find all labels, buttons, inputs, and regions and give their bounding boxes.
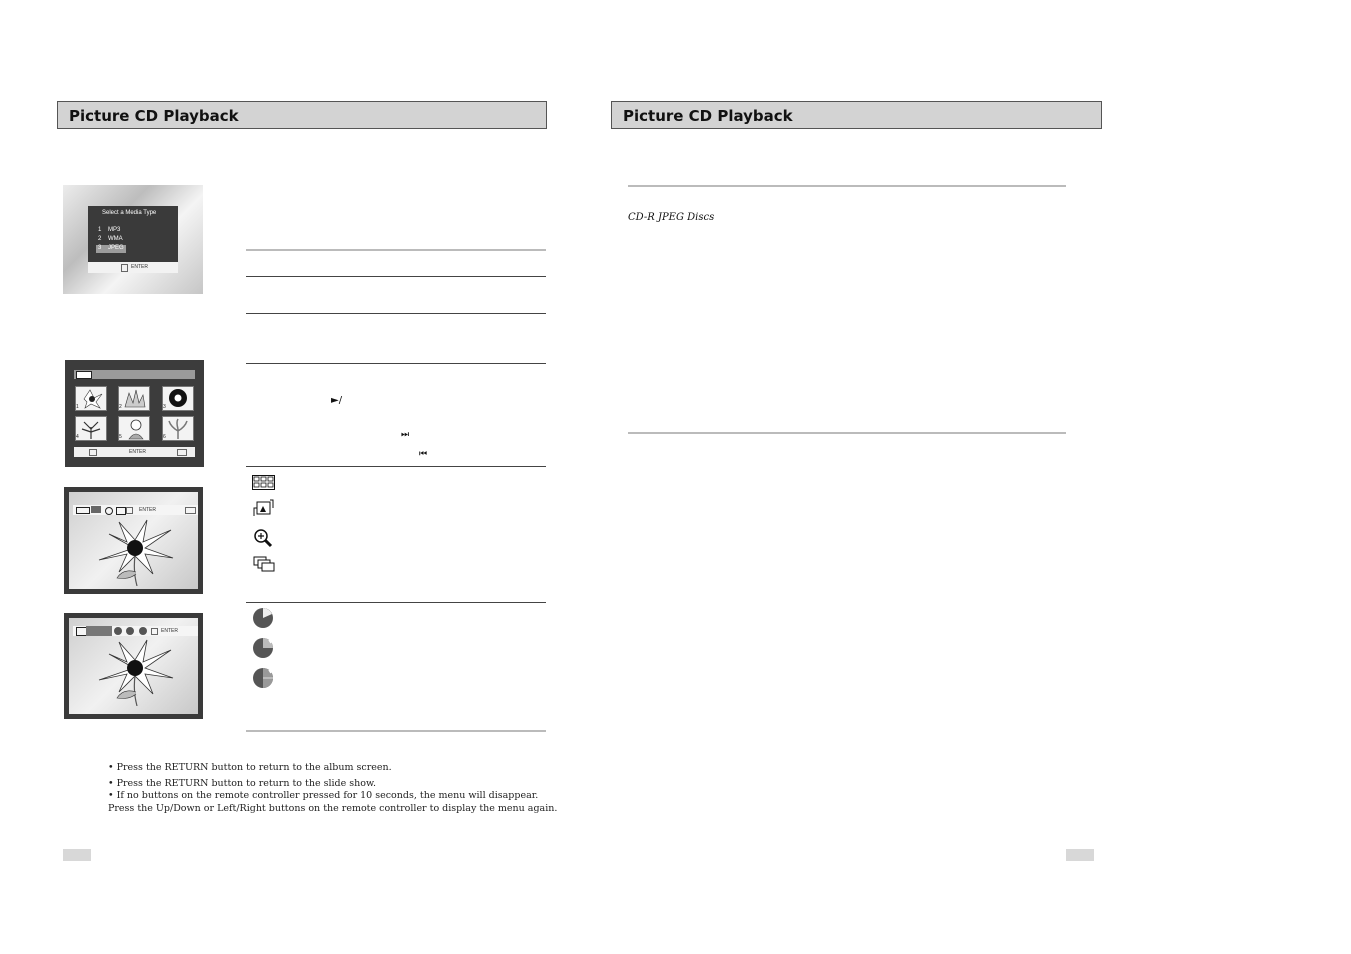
slide-speed-highlight [86, 626, 112, 636]
sunflower-icon [163, 387, 193, 410]
page-title-left: Picture CD Playback [57, 101, 547, 129]
note-return-slide-show: • Press the RETURN button to return to the slide show. [108, 778, 377, 789]
thumb-number: 1 [76, 404, 79, 410]
media-menu-item-wma[interactable]: WMA [108, 236, 123, 242]
slide-speed-slow-icon [252, 667, 274, 689]
album-title-bar [74, 370, 195, 379]
rotate-picture-icon [252, 498, 275, 518]
flowers-bouquet-icon [119, 387, 149, 410]
plant-icon [76, 417, 106, 440]
section-divider [246, 730, 546, 732]
album-grid-icon [252, 475, 275, 490]
enter-hint: ENTER [139, 507, 156, 513]
media-menu-panel [88, 206, 178, 268]
section-label-cdr-jpeg: CD-R JPEG Discs [628, 212, 715, 223]
skip-prev-icon: ⏮ [419, 449, 428, 459]
slide-speed-normal-icon[interactable] [126, 627, 134, 635]
note-menu-disappear: • If no buttons on the remote controller pressed for 10 seconds, the menu will disappear. [108, 790, 539, 801]
slide-speed-bar [73, 626, 198, 636]
album-thumbnail[interactable] [118, 416, 150, 441]
album-thumbnail[interactable] [118, 386, 150, 411]
rotate-picture-icon[interactable] [91, 506, 101, 513]
page-number-tab-right [1066, 849, 1094, 861]
play-pause-icon: ►/ [331, 395, 343, 406]
media-menu-item-mp3[interactable]: MP3 [108, 227, 121, 233]
album-thumbnail[interactable] [162, 386, 194, 411]
album-thumbnail[interactable] [162, 416, 194, 441]
slide-show-icon [253, 556, 275, 572]
album-footer [74, 447, 195, 457]
section-divider [628, 185, 1066, 187]
thumb-number: 4 [76, 434, 79, 440]
thumb-number: 5 [119, 434, 122, 440]
media-menu-footer [88, 262, 178, 273]
thumb-number: 6 [163, 434, 166, 440]
slide-speed-fast-icon[interactable] [114, 627, 122, 635]
media-menu-item-mp3-num: 1 [98, 227, 102, 233]
return-icon [185, 507, 196, 514]
return-icon [177, 449, 187, 456]
enter-hint: ENTER [131, 264, 148, 270]
picture-menu-bar [73, 505, 198, 515]
media-menu-title: Select a Media Type [102, 210, 157, 216]
return-icon [121, 264, 128, 272]
row-divider [246, 363, 546, 364]
row-divider [246, 313, 546, 314]
media-menu-item-wma-num: 2 [98, 236, 102, 242]
picture-menu-screenshot [64, 487, 203, 594]
thumb-number: 2 [119, 404, 122, 410]
skip-next-icon: ⏭ [401, 430, 410, 440]
zoom-icon [253, 528, 273, 548]
picture-area [69, 492, 198, 589]
flower-picture [89, 516, 179, 586]
album-thumbnail[interactable] [75, 416, 107, 441]
album-screenshot [65, 360, 204, 467]
nav-icon [89, 449, 97, 456]
page-title-right: Picture CD Playback [611, 101, 1102, 129]
section-divider [628, 432, 1066, 434]
note-return-album: • Press the RETURN button to return to the album screen. [108, 762, 392, 773]
media-type-screenshot [63, 185, 203, 294]
thumb-number: 3 [163, 404, 166, 410]
note-menu-again: Press the Up/Down or Left/Right buttons on the remote controller to display the menu again. [108, 803, 558, 814]
girl-portrait-icon [119, 417, 149, 440]
slide-show-screenshot [64, 613, 203, 719]
zoom-icon[interactable] [105, 507, 113, 515]
nav-icon [151, 628, 158, 635]
slide-speed-slow-icon[interactable] [139, 627, 147, 635]
page-number-tab-left [63, 849, 91, 861]
media-menu-item-jpeg-num: 3 [98, 245, 102, 251]
album-grid-icon[interactable] [76, 507, 90, 514]
section-divider [246, 249, 546, 251]
slide-speed-fast-icon [252, 607, 274, 629]
flower-picture [89, 636, 179, 706]
nav-icon [126, 507, 133, 514]
enter-hint: ENTER [161, 628, 178, 634]
enter-hint: ENTER [129, 449, 146, 455]
row-divider [246, 466, 546, 467]
picture-area [69, 618, 198, 714]
media-menu-item-jpeg[interactable]: JPEG [108, 245, 124, 251]
row-divider [246, 276, 546, 277]
flower-icon [76, 387, 106, 410]
coral-icon [163, 417, 193, 440]
album-grid-icon [76, 371, 92, 379]
row-divider [246, 602, 546, 603]
album-thumbnail[interactable] [75, 386, 107, 411]
slide-show-icon[interactable] [116, 507, 126, 515]
slide-speed-normal-icon [252, 637, 274, 659]
